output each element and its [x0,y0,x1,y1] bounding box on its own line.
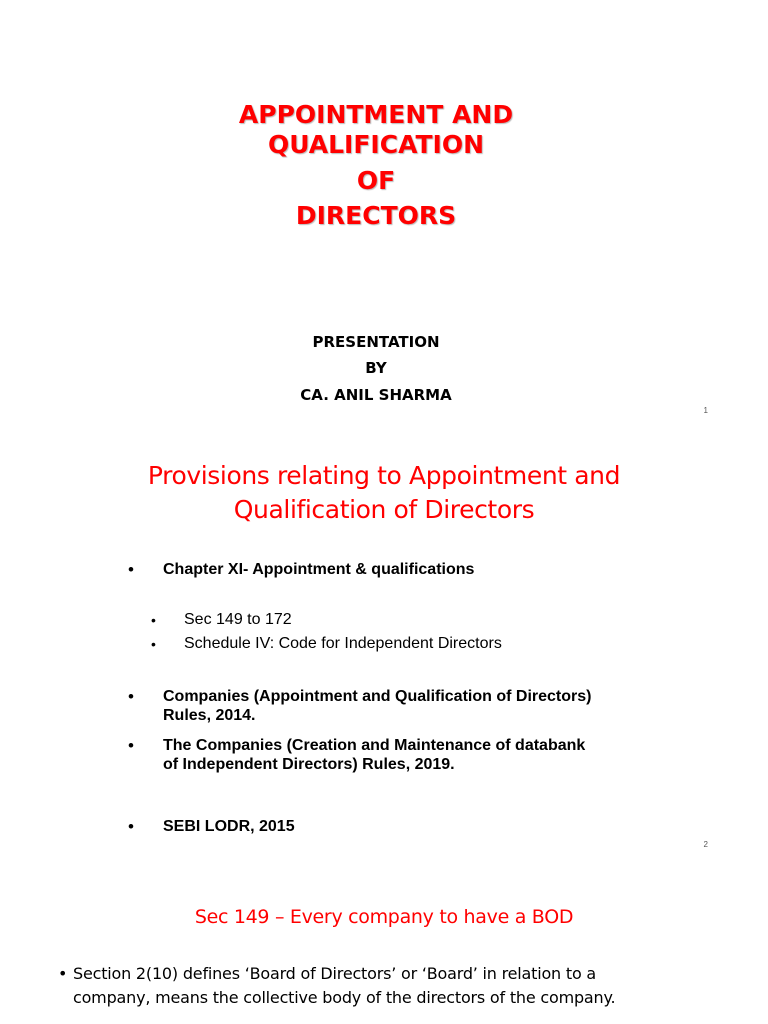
slide-title-line-3: OF [356,166,396,195]
bullet-text-line-1: Section 2(10) defines ‘Board of Directors’ or ‘Board’ in relation to a [73,964,597,983]
slide-title-line-4: DIRECTORS [295,201,457,230]
slide-3 [0,852,768,1024]
presenter-name: CA. ANIL SHARMA [300,386,452,404]
bullet-marker: • [128,817,134,836]
slide-heading-line-2: Qualification of Directors [233,495,535,524]
slide-2 [0,424,768,852]
bullet-text-line-1: The Companies (Creation and Maintenance of databank [163,737,586,754]
slide-title-line-2: QUALIFICATION [267,130,485,159]
bullet-text-line-1: Companies (Appointment and Qualification of Directors) [163,688,592,705]
slide-1 [0,0,768,424]
presenter-line-2: BY [365,359,387,377]
bullet-marker: • [151,612,156,628]
bullet-marker: • [128,560,134,579]
page-number: 2 [703,840,708,849]
page-number: 1 [703,406,708,415]
bullet-text-line-2: company, means the collective body of the directors of the company. [73,988,616,1007]
bullet-text-line-2: Rules, 2014. [163,707,256,724]
bullet-marker: • [151,636,156,652]
bullet-text-line-2: of Independent Directors) Rules, 2019. [163,756,455,773]
slide-title-line-1: APPOINTMENT AND [238,100,514,129]
bullet-text: SEBI LODR, 2015 [163,818,295,835]
presenter-line-1: PRESENTATION [312,333,440,351]
bullet-marker: • [58,964,68,983]
bullet-text: Chapter XI- Appointment & qualifications [163,561,475,578]
slide-heading-line-1: Provisions relating to Appointment and [147,461,621,490]
bullet-text: Schedule IV: Code for Independent Directors [184,635,502,652]
bullet-text: Sec 149 to 172 [184,611,292,628]
bullet-marker: • [128,736,134,755]
slide-heading: Sec 149 – Every company to have a BOD [194,906,574,928]
bullet-marker: • [128,687,134,706]
